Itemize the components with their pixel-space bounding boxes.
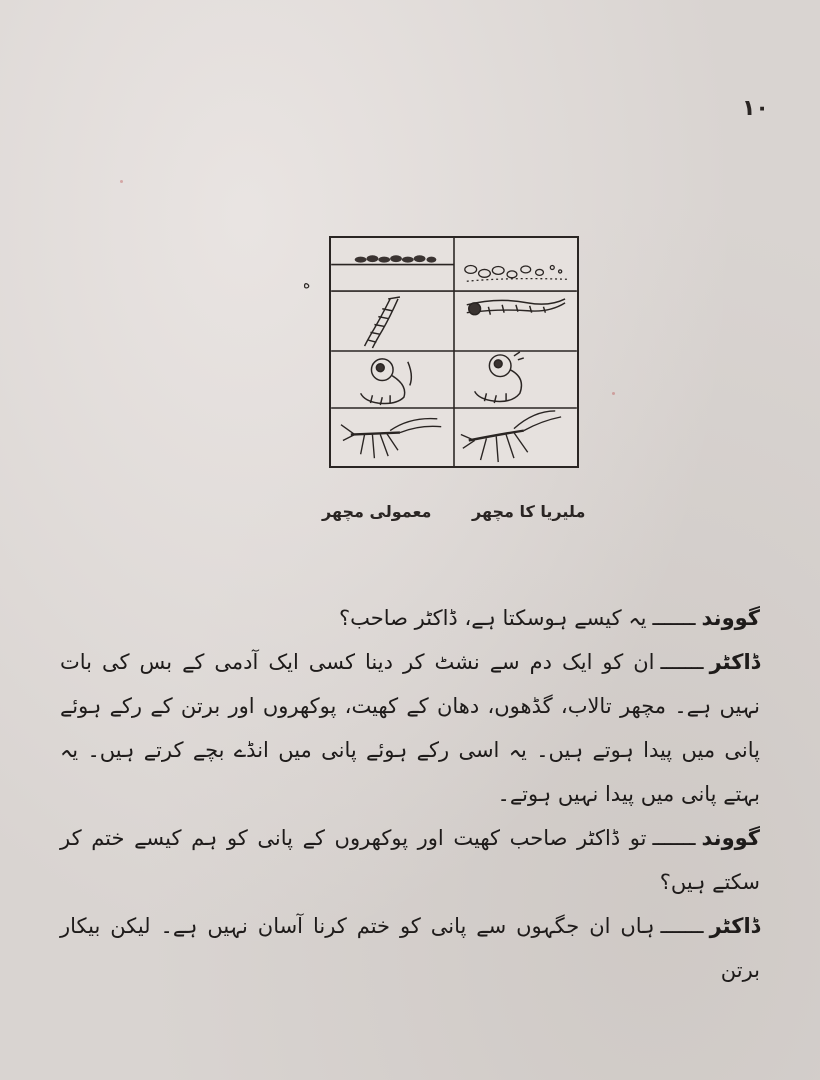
culex-pupa [475,352,524,403]
dialogue-line [60,640,760,816]
ink-speck [612,392,615,395]
speaker-name: ڈاکٹر [709,650,760,674]
ink-speck [120,180,123,183]
culex-larva [467,299,565,315]
speaker-name: گووند [701,826,760,850]
figure-grid [331,238,577,466]
dialogue-speech: ہاں ان جگہوں سے پانی کو ختم کرنا آسان نہیں ہے۔ لیکن بیکار برتن [60,914,760,982]
dialogue-line [60,596,760,640]
dialogue-separator: ـــــــ [660,914,704,938]
mosquito-lifecycle-illustration [331,238,577,466]
anopheles-larva [365,297,400,348]
dialogue-speech: یہ کیسے ہوسکتا ہے، ڈاکٹر صاحب؟ [339,606,647,630]
caption-malaria-mosquito: ملیریا کا مچھر [472,502,586,521]
dialogue-line [60,816,760,904]
speaker-name: ڈاکٹر [709,914,760,938]
culex-eggs [465,266,567,282]
anopheles-adult [341,419,441,459]
anopheles-pupa [361,359,412,405]
dialogue-speech: تو ڈاکٹر صاحب کھیت اور پوکھروں کے پانی کو ہم کیسے ختم کر سکتے ہیں؟ [60,826,760,894]
dialogue-text [60,596,760,992]
dialogue-line [60,904,760,992]
dialogue-separator: ـــــــ [660,650,704,674]
dialogue-separator: ـــــــ [652,826,696,850]
mosquito-lifecycle-figure [329,236,579,468]
dialogue-separator: ـــــــ [652,606,696,630]
speaker-name: گووند [701,606,760,630]
figure-side-mark: ﻩ [303,276,311,292]
anopheles-eggs [355,255,437,262]
page-number: ۱۰ [742,96,769,121]
caption-common-mosquito: معمولی مچھر [322,502,432,521]
culex-adult [461,411,561,462]
dialogue-speech: ان کو ایک دم سے نشٹ کر دینا کسی ایک آدمی کے بس کی بات نہیں ہے۔ مچھر تالاب، گڈھوں، دھان کے کھیت، پوکھروں اور برتن کے رکے ہوئے پانی میں پیدا ہوتے ہیں۔ یہ اسی رکے ہوئے پانی میں انڈے بچے کرتے ہیں۔ یہ بہتے پانی میں پیدا نہیں ہوتے۔ [60,650,760,806]
